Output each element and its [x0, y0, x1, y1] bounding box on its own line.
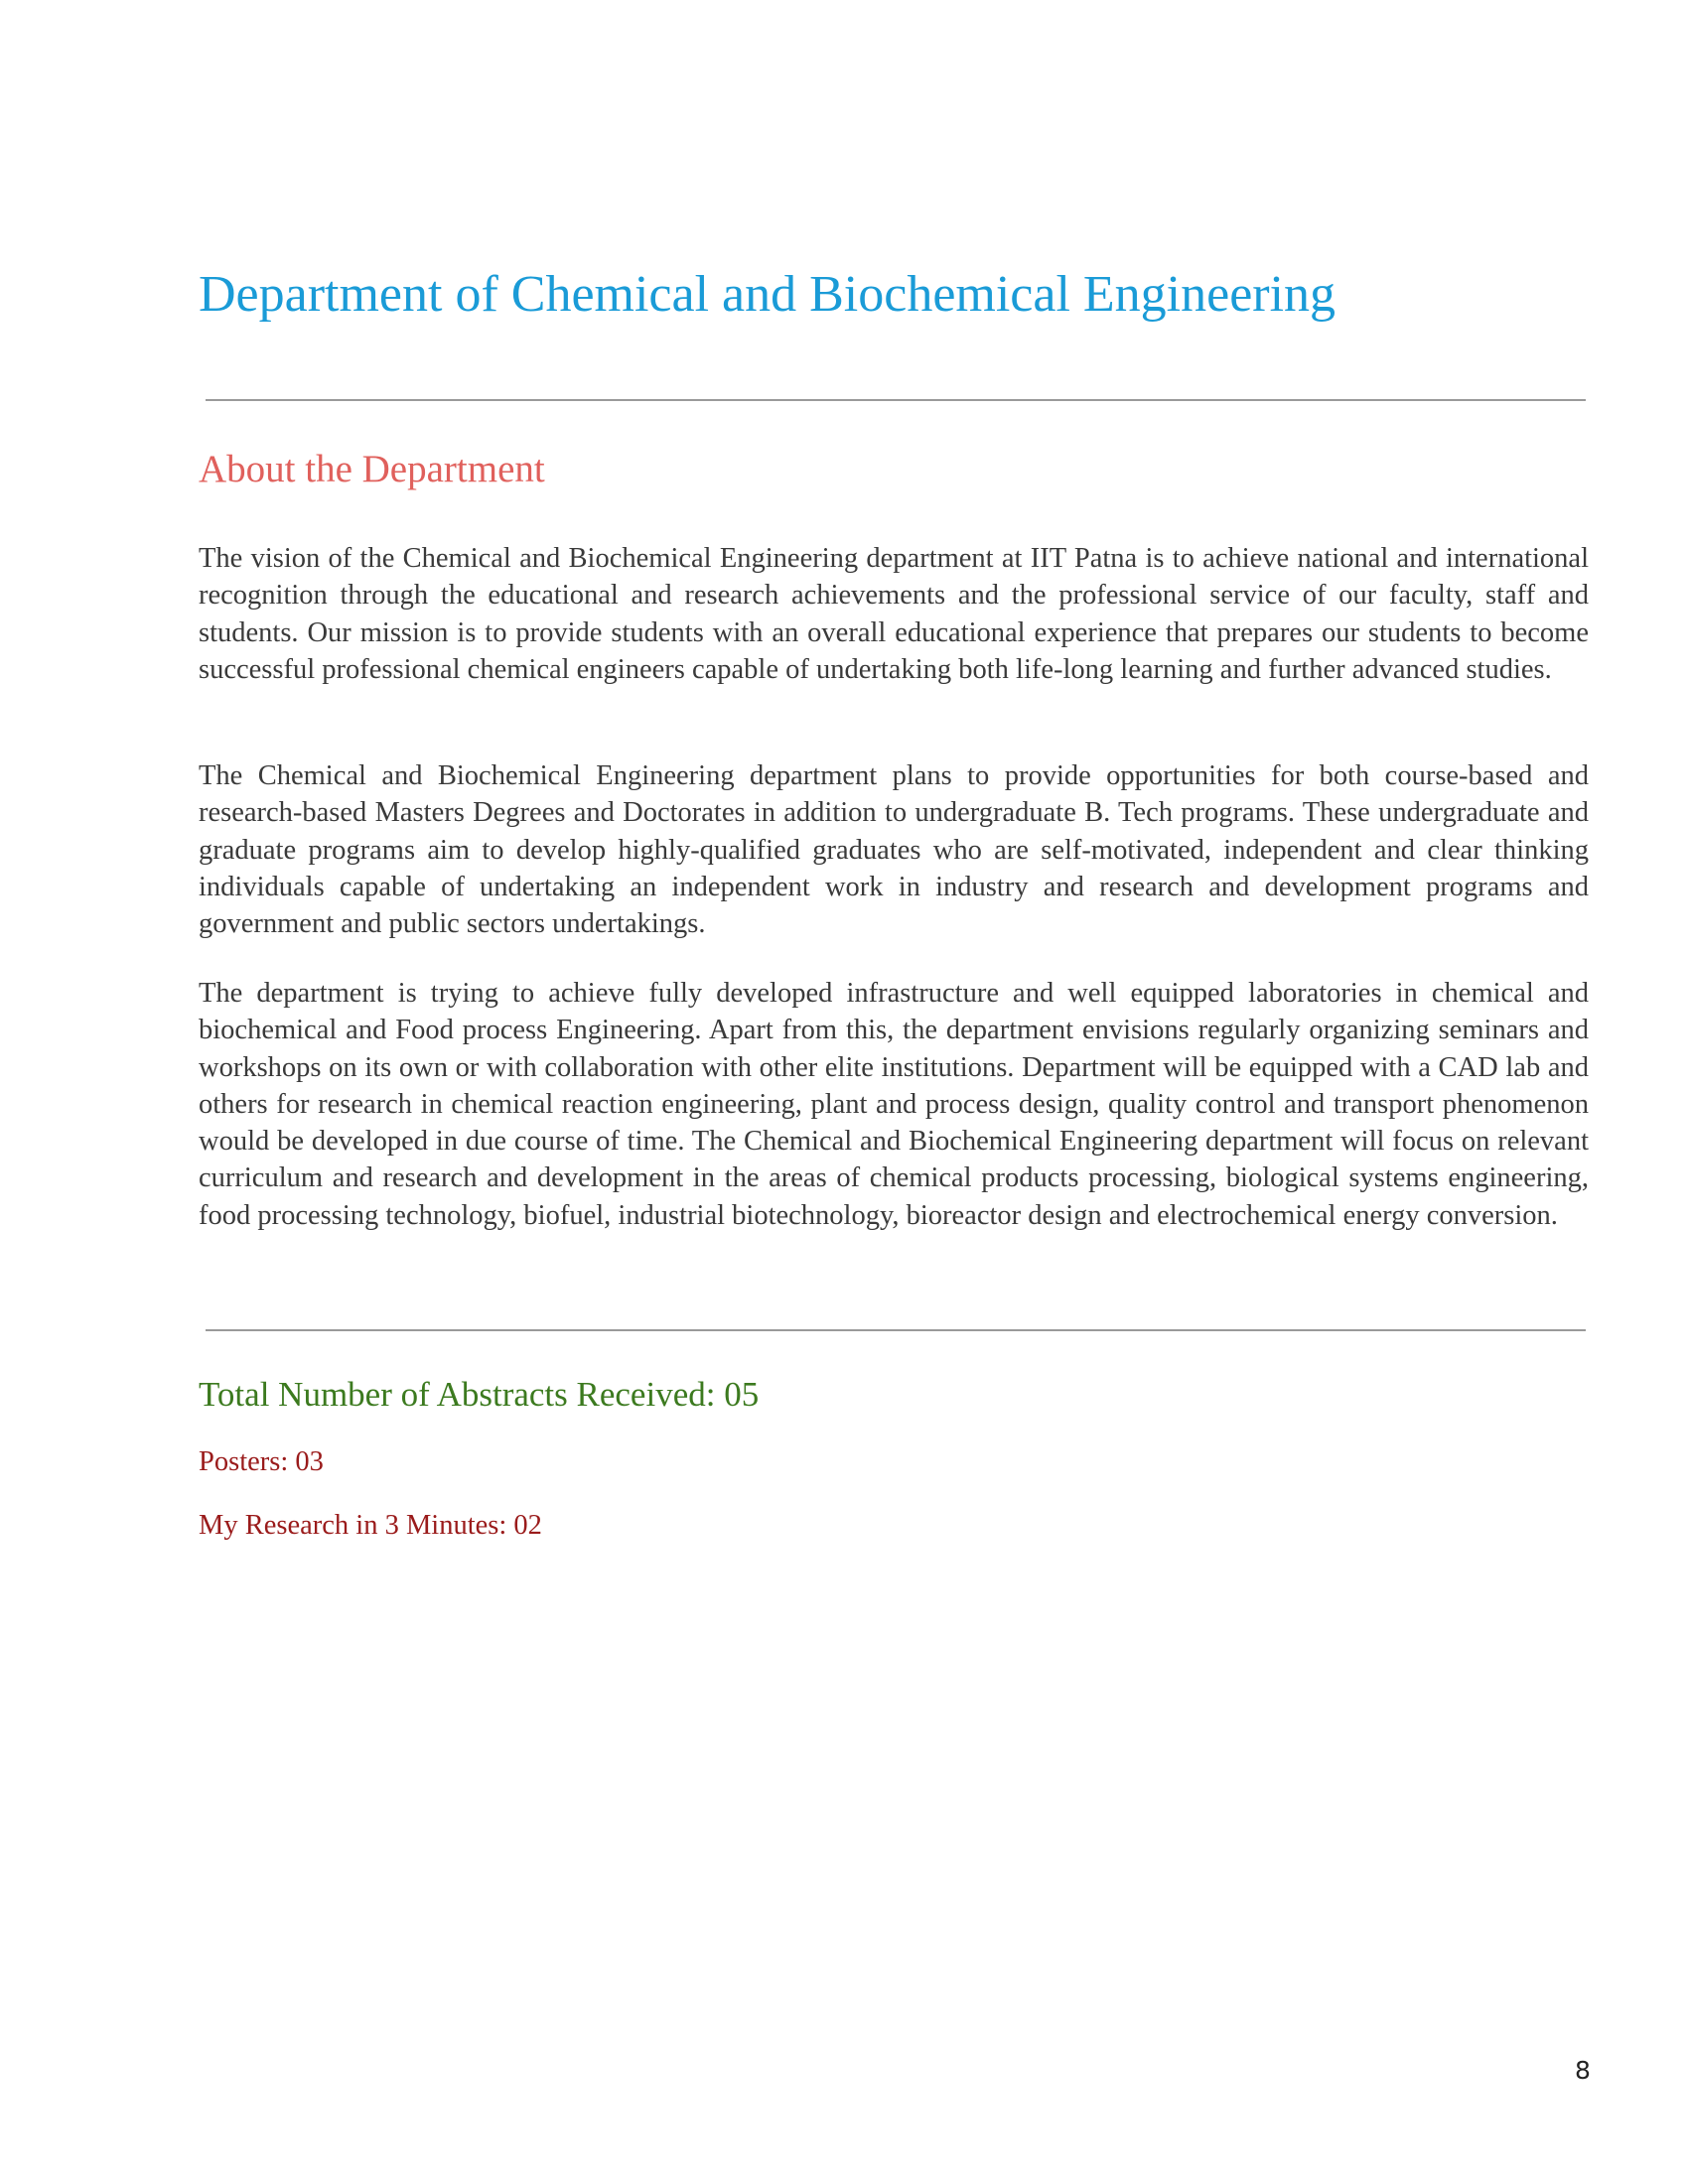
posters-stat: Posters: 03: [199, 1446, 324, 1477]
paragraph-programs: The Chemical and Biochemical Engineering department plans to provide opportunities for both course-based and research-based Masters Degrees and Doctorates in addition to undergraduate B. Tech programs. These undergraduate and graduate programs aim to develop highly-qualified graduates who are self-motivated, independent and clear thinking individuals capable of undertaking an independent work in industry and research and development programs and government and public sectors undertakings.: [199, 760, 1589, 940]
section-heading: About the Department: [199, 448, 545, 490]
divider-bottom: [206, 1329, 1586, 1331]
page-number: 8: [1575, 2056, 1591, 2085]
total-abstracts-stat: Total Number of Abstracts Received: 05: [199, 1375, 760, 1414]
paragraph-vision: The vision of the Chemical and Biochemical Engineering department at IIT Patna is to achieve national and international recognition through the educational and research achievements and the professional service of our faculty, staff and students. Our mission is to provide students with an overall educational experience that prepares our students to become successful professional chemical engineers capable of undertaking both life-long learning and further advanced studies.: [199, 543, 1589, 685]
research-3-minutes-stat: My Research in 3 Minutes: 02: [199, 1510, 542, 1541]
divider-top: [206, 399, 1586, 401]
page-title: Department of Chemical and Biochemical Engineering: [199, 266, 1336, 323]
paragraph-infrastructure: The department is trying to achieve fully developed infrastructure and well equipped laboratories in chemical and biochemical and Food process Engineering. Apart from this, the department envisions regularly organizing seminars and workshops on its own or with collaboration with other elite institutions. Department will be equipped with a CAD lab and others for research in chemical reaction engineering, plant and process design, quality control and transport phenomenon would be developed in due course of time. The Chemical and Biochemical Engineering department will focus on relevant curriculum and research and development in the areas of chemical products processing, biological systems engineering, food processing technology, biofuel, industrial biotechnology, bioreactor design and electrochemical energy conversion.: [199, 978, 1589, 1231]
